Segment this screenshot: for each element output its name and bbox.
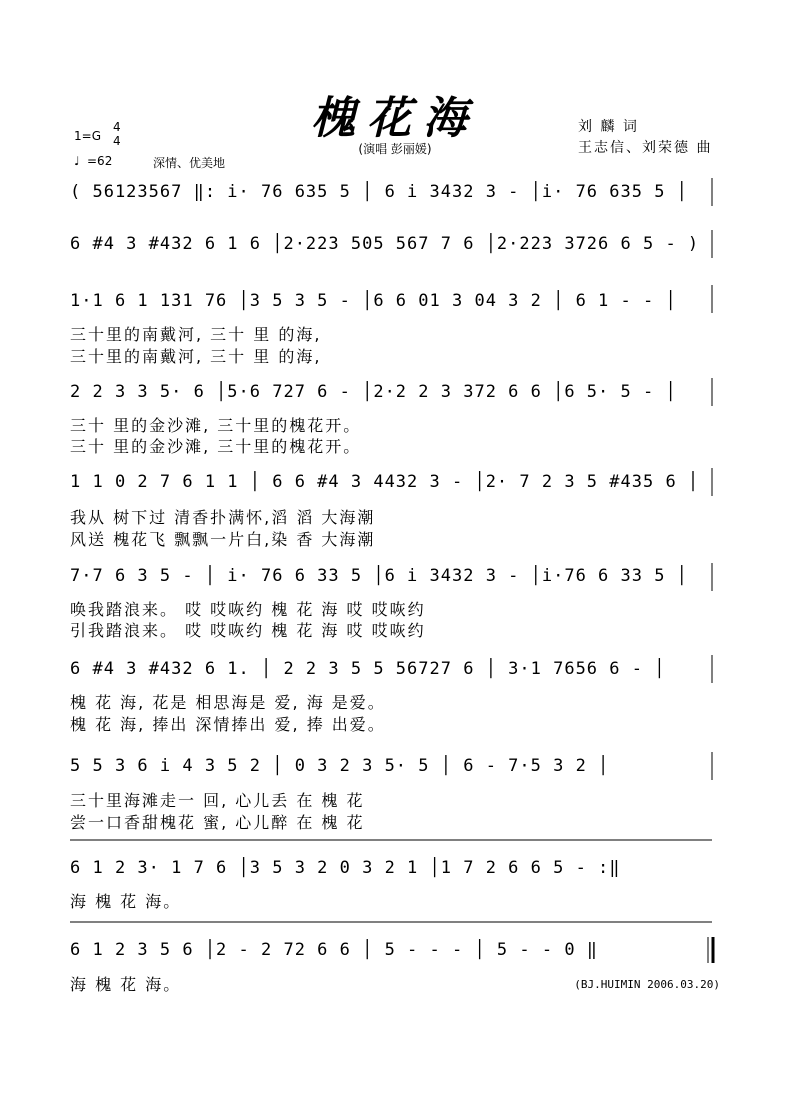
song-title: 槐花海 [311,93,479,144]
music-line-8: 5 5 3 6 i 4 3 5 2 │ 0 3 2 3 5· 5 │ 6 - 7·5 3 2 │ [70,756,610,776]
lyricist-credit: 刘 麟 词 [578,119,639,135]
tempo-mark: =62 [87,154,113,168]
date-stamp: (BJ.HUIMIN 2006.03.20) [574,978,720,991]
lyric-line-8a: 三十里海滩走一 回, 心儿丢 在 槐 花 [70,791,365,810]
music-line-5: 1 1 0 2 7 6 1 1 │ 6 6 #4 3 4432 3 - │2· 7 2 3 5 #435 6 │ [70,472,700,492]
music-line-9: 6 1 2 3· 1 7 6 │3 5 3 2 0 3 2 1 │1 7 2 6 6 5 - :‖ [70,858,621,878]
singer-credit: (演唱 彭丽媛) [358,142,432,156]
lyric-line-10: 海 槐 花 海。 [70,975,182,994]
lyric-line-5b: 风送 槐花飞 飘飘一片白,染 香 大海潮 [70,530,376,549]
lyric-line-7b: 槐 花 海, 捧出 深情捧出 爱, 捧 出爱。 [70,715,386,734]
note-icon: ♩ [74,154,80,168]
lyric-line-8b: 尝一口香甜槐花 蜜, 心儿醉 在 槐 花 [70,813,365,832]
music-line-1: ( 56123567 ‖: i· 76 635 5 │ 6 i 3432 3 - │i· 76 635 5 │ [70,182,688,202]
time-signature-bottom: 4 [113,134,121,148]
music-line-10: 6 1 2 3 5 6 │2 - 2 72 6 6 │ 5 - - - │ 5 - - 0 ‖ [70,940,599,960]
music-line-2: 6 #4 3 #432 6 1 6 │2·223 505 567 7 6 │2·223 3726 6 5 - ) [70,234,700,254]
lyric-line-9: 海 槐 花 海。 [70,892,182,911]
lyric-line-6a: 唤我踏浪来。 哎 哎咴约 槐 花 海 哎 哎咴约 [70,600,426,619]
music-line-3: 1·1 6 1 131 76 │3 5 3 5 - │6 6 01 3 04 3 2 │ 6 1 - - │ [70,291,677,311]
music-line-4: 2 2 3 3 5· 6 │5·6 727 6 - │2·2 2 3 372 6 6 │6 5· 5 - │ [70,382,677,402]
lyric-line-4b: 三十 里的金沙滩, 三十里的槐花开。 [70,437,362,456]
expression-mark: 深情、优美地 [153,156,226,170]
lyric-line-7a: 槐 花 海, 花是 相思海是 爱, 海 是爱。 [70,693,386,712]
key-signature: 1=G [74,129,101,143]
lyric-line-4a: 三十 里的金沙滩, 三十里的槐花开。 [70,416,362,435]
music-line-6: 7·7 6 3 5 - │ i· 76 6 33 5 │6 i 3432 3 - │i·76 6 33 5 │ [70,566,688,586]
composer-credit: 王志信、刘荣德 曲 [578,140,713,156]
lyric-line-3b: 三十里的南戴河, 三十 里 的海, [70,347,322,366]
lyric-line-6b: 引我踏浪来。 哎 哎咴约 槐 花 海 哎 哎咴约 [70,621,426,640]
music-line-7: 6 #4 3 #432 6 1. │ 2 2 3 5 5 56727 6 │ 3·1 7656 6 - │ [70,659,666,679]
lyric-line-5a: 我从 树下过 清香扑满怀,滔 滔 大海潮 [70,508,376,527]
time-signature-top: 4 [113,120,121,134]
lyric-line-3a: 三十里的南戴河, 三十 里 的海, [70,325,322,344]
